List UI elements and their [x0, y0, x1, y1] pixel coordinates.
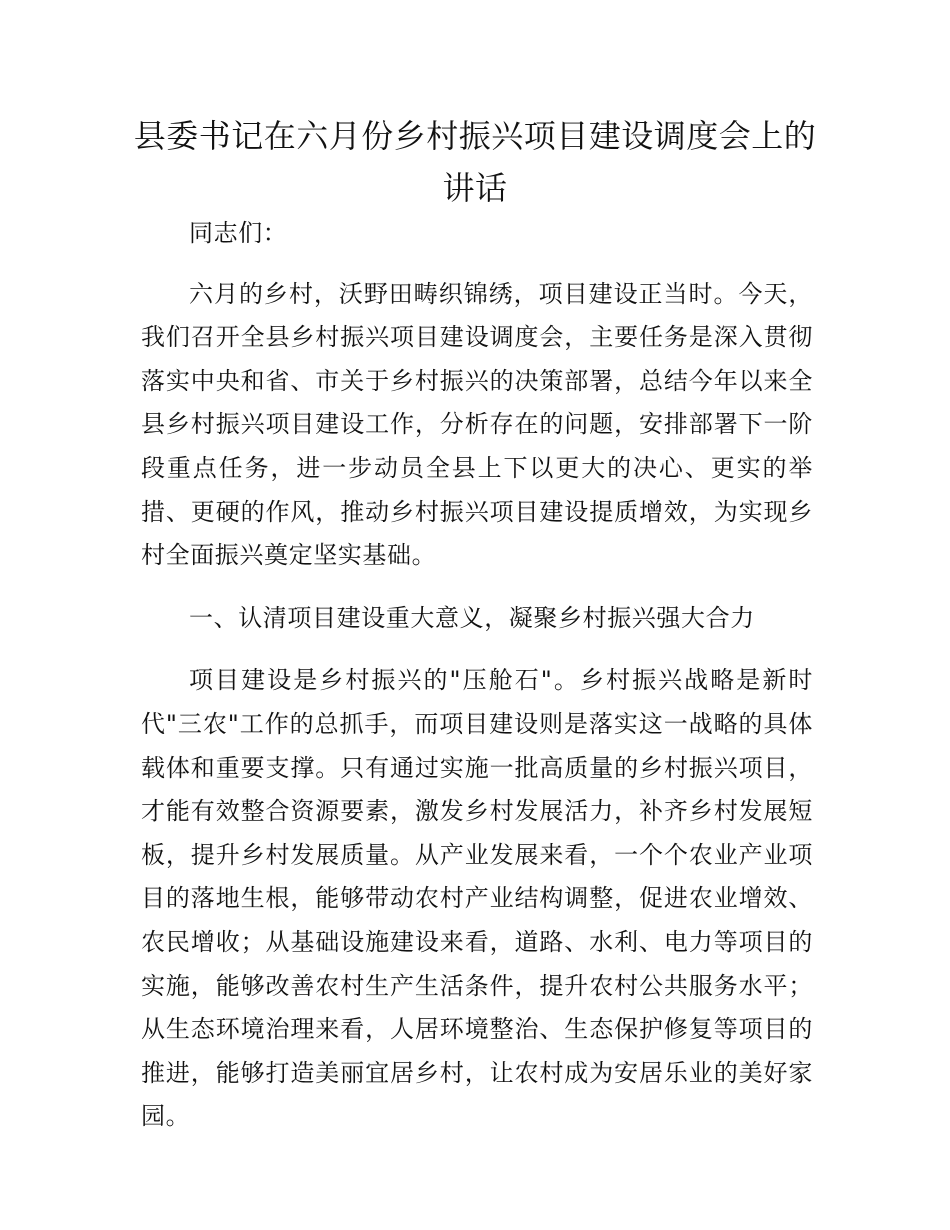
salutation: 同志们：: [189, 219, 288, 247]
paragraph-section-1: 项目建设是乡村振兴的"压舱石"。乡村振兴战略是新时代"三农"工作的总抓手，而项目建设则是落实这一战略的具体载体和重要支撑。只有通过实施一批高质量的乡村振兴项目，才能有效整合资源要素，激发乡村发展活力，补齐乡村发展短板，提升乡村发展质量。从产业发展来看，一个个农业产业项目的落地生根，能够带动农村产业结构调整，促进农业增效、农民增收；从基础设施建设来看，道路、水利、电力等项目的实施，能够改善农村生产生活条件，提升农村公共服务水平；从生态环境治理来看，人居环境整治、生态保护修复等项目的推进，能够打造美丽宜居乡村，让农村成为安居乐业的美好家园。: [141, 666, 813, 1131]
document-body: [141, 212, 813, 1158]
document-title: 县委书记在六月份乡村振兴项目建设调度会上的讲话: [133, 117, 817, 207]
paragraph-intro: 六月的乡村，沃野田畴织锦绣，项目建设正当时。今天，我们召开全县乡村振兴项目建设调度会，主要任务是深入贯彻落实中央和省、市关于乡村振兴的决策部署，总结今年以来全县乡村振兴项目建设工作，分析存在的问题，安排部署下一阶段重点任务，进一步动员全县上下以更大的决心、更实的举措、更硬的作风，推动乡村振兴项目建设提质增效，为实现乡村全面振兴奠定坚实基础。: [141, 279, 813, 570]
section-heading-1: 一、认清项目建设重大意义，凝聚乡村振兴强大合力: [189, 603, 755, 632]
